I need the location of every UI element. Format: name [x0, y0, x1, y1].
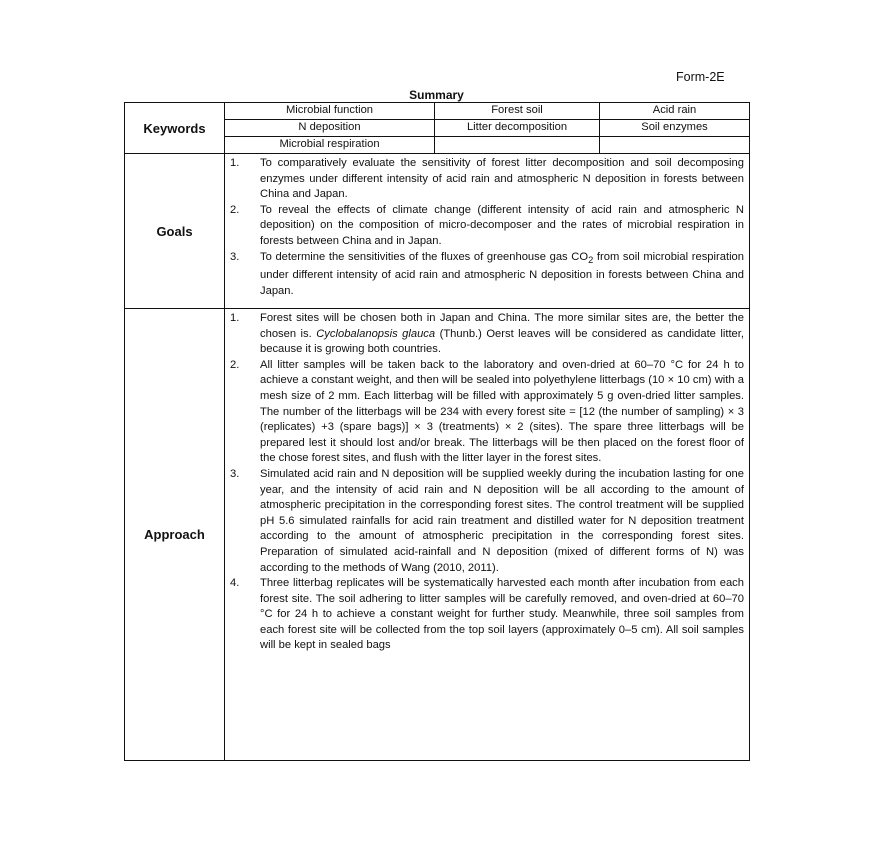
approach-number: 3.	[230, 467, 240, 480]
summary-table	[124, 102, 750, 761]
goal-text: To reveal the effects of climate change (different intensity of acid rain and atmospheric N deposition) on the composition of micro-decomposer and the rates of microbial respiration in forests between China and in Japan.	[260, 203, 744, 247]
keywords-row-1	[125, 103, 750, 120]
goals-row	[125, 154, 750, 309]
form-id: Form-2E	[676, 70, 725, 84]
approach-text-part: (Thunb.) Oerst leaves will be considered as candidate litter, because it is growing both countries.	[260, 327, 744, 356]
approach-content	[225, 309, 750, 761]
goals-list	[230, 156, 744, 300]
keyword-cell-empty	[600, 137, 750, 154]
goal-number: 2.	[230, 203, 240, 216]
approach-number: 4.	[230, 577, 240, 590]
keyword-cell: Forest soil	[435, 103, 600, 120]
goal-text-part: To determine the sensitivities of the fluxes of greenhouse gas CO	[260, 250, 589, 263]
keyword-cell: Acid rain	[600, 103, 750, 120]
approach-label: Approach	[125, 309, 225, 761]
approach-item	[230, 358, 744, 467]
goal-item	[230, 156, 744, 203]
subscript-text: 2	[588, 254, 594, 265]
approach-text: All litter samples will be taken back to the laboratory and oven-dried at 60–70 °C for 24 h to achieve a constant weight, and then will be sealed into polyethylene litterbags (10 × 10 cm) with a mesh size of 2 mm. Each litterbag will be filled with approximately 5 g oven-dried litter samples. The number of the litterbags will be 234 with every forest site = [12 (the number of sampling) × 3 (replicates) +3 (spare bags)] × 3 (treatments) × 2 (sites). The spare three litterbags will be prepared lest it should lost and/or break. The litterbags will be then placed on the forest floor of the chose forest sites, and flush with the litter layer in the forest sites.	[260, 358, 744, 465]
keyword-cell-empty	[435, 137, 600, 154]
summary-title: Summary	[409, 88, 464, 102]
keyword-cell: N deposition	[225, 120, 435, 137]
approach-list	[230, 311, 744, 654]
approach-row	[125, 309, 750, 761]
approach-text-part: Forest sites will be chosen both in Japan and China. The more similar sites are, the better the chosen is.	[260, 312, 744, 340]
goal-text: To comparatively evaluate the sensitivity of forest litter decomposition and soil decomposing enzymes under different intensity of acid rain and atmospheric N deposition in forests between China and Japan.	[260, 157, 744, 201]
approach-text: Simulated acid rain and N deposition will be supplied weekly during the incubation lasting for one year, and the intensity of acid rain and N deposition will be all according to the amount of atmospheric precipitation in the corresponding forest sites. The control treatment will be supplied pH 5.6 simulated rainfalls for acid rain treatment and distilled water for N deposition treatment according to the amount of atmospheric precipitation in the corresponding forest sites. Preparation of simulated acid-rainfall and N deposition (mixed of different forms of N) was according to the methods of Wang (2010, 2011).	[260, 467, 744, 574]
approach-text	[260, 311, 744, 358]
goals-content	[225, 154, 750, 309]
goals-label: Goals	[125, 154, 225, 309]
approach-item	[230, 311, 744, 358]
approach-text: Three litterbag replicates will be systematically harvested each month after incubation from each forest site. The soil adhering to litter samples will be carefully removed, and oven-dried at 60–70 °C for 24 h to achieve a constant weight for further study. Meanwhile, three soil samples from each forest site will be collected from the top soil layers (approximately 0–5 cm). All soil samples will be kept in sealed bags	[260, 577, 744, 652]
approach-item	[230, 576, 744, 654]
keyword-cell: Microbial respiration	[225, 137, 435, 154]
goal-text-part: from soil microbial respiration under different intensity of acid rain and atmospheric N deposition in forests between China and Japan.	[260, 250, 745, 297]
approach-content-clip	[230, 311, 744, 760]
goal-text	[260, 250, 744, 300]
goal-item	[230, 203, 744, 250]
species-name: Cyclobalanopsis glauca	[316, 327, 436, 340]
approach-item	[230, 467, 744, 576]
keyword-cell: Litter decomposition	[435, 120, 600, 137]
goal-number: 3.	[230, 250, 240, 263]
approach-number: 2.	[230, 358, 240, 371]
goal-number: 1.	[230, 157, 240, 169]
approach-number: 1.	[230, 312, 240, 324]
keyword-cell: Microbial function	[225, 103, 435, 120]
keywords-label: Keywords	[125, 103, 225, 154]
keyword-cell: Soil enzymes	[600, 120, 750, 137]
goal-item	[230, 250, 744, 300]
